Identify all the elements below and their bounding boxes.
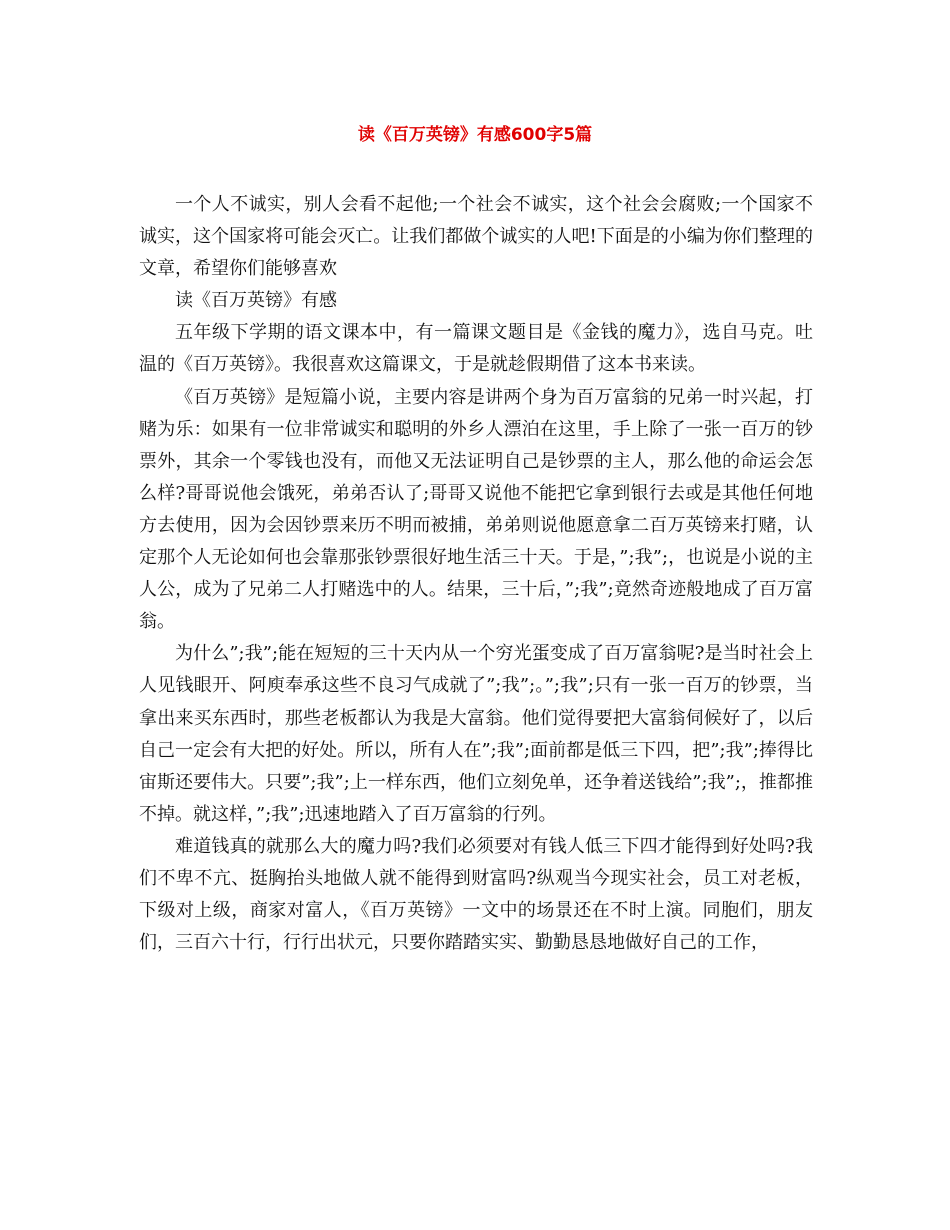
paragraph-intro: 一个人不诚实，别人会看不起他;一个社会不诚实，这个社会会腐败;一个国家不诚实，这个国家将可能会灭亡。让我们都做个诚实的人吧!下面是的小编为你们整理的文章，希望你们能够喜欢 bbox=[139, 194, 813, 280]
paragraph-4: 难道钱真的就那么大的魔力吗?我们必须要对有钱人低三下四才能得到好处吗?我们不卑不亢、挺胸抬头地做人就不能得到财富吗?纵观当今现实社会，员工对老板，下级对上级，商家对富人，《百万英镑》一文中的场景还在不时上演。同胞们，朋友们，三百六十行，行行出状元，只要你踏踏实实、勤勤恳恳地做好自己的工作， bbox=[139, 835, 813, 954]
document-body bbox=[139, 189, 813, 959]
paragraph-subheading: 读《百万英镑》有感 bbox=[175, 290, 337, 312]
document-title: 读《百万英镑》有感600字5篇 bbox=[357, 125, 593, 145]
paragraph-1: 五年级下学期的语文课本中，有一篇课文题目是《金钱的魔力》，选自马克。吐温的《百万英镑》。我很喜欢这篇课文，于是就趁假期借了这本书来读。 bbox=[139, 322, 813, 376]
paragraph-2: 《百万英镑》是短篇小说，主要内容是讲两个身为百万富翁的兄弟一时兴起，打赌为乐：如果有一位非常诚实和聪明的外乡人漂泊在这里，手上除了一张一百万的钞票外，其余一个零钱也没有，而他又无法证明自己是钞票的主人，那么他的命运会怎么样?哥哥说他会饿死，弟弟否认了;哥哥又说他不能把它拿到银行去或是其他任何地方去使用，因为会因钞票来历不明而被捕，弟弟则说他愿意拿二百万英镑来打赌，认定那个人无论如何也会靠那张钞票很好地生活三十天。于是，”;我”;，也说是小说的主人公，成为了兄弟二人打赌选中的人。结果，三十后，”;我”;竟然奇迹般地成了百万富翁。 bbox=[139, 386, 813, 633]
paragraph-3: 为什么”;我”;能在短短的三十天内从一个穷光蛋变成了百万富翁呢?是当时社会上人见钱眼开、阿庾奉承这些不良习气成就了”;我”;。”;我”;只有一张一百万的钞票，当拿出来买东西时，那些老板都认为我是大富翁。他们觉得要把大富翁伺候好了，以后自己一定会有大把的好处。所以，所有人在”;我”;面前都是低三下四，把”;我”;捧得比宙斯还要伟大。只要”;我”;上一样东西，他们立刻免单，还争着送钱给”;我”;，推都推不掉。就这样，”;我”;迅速地踏入了百万富翁的行列。 bbox=[139, 643, 813, 825]
